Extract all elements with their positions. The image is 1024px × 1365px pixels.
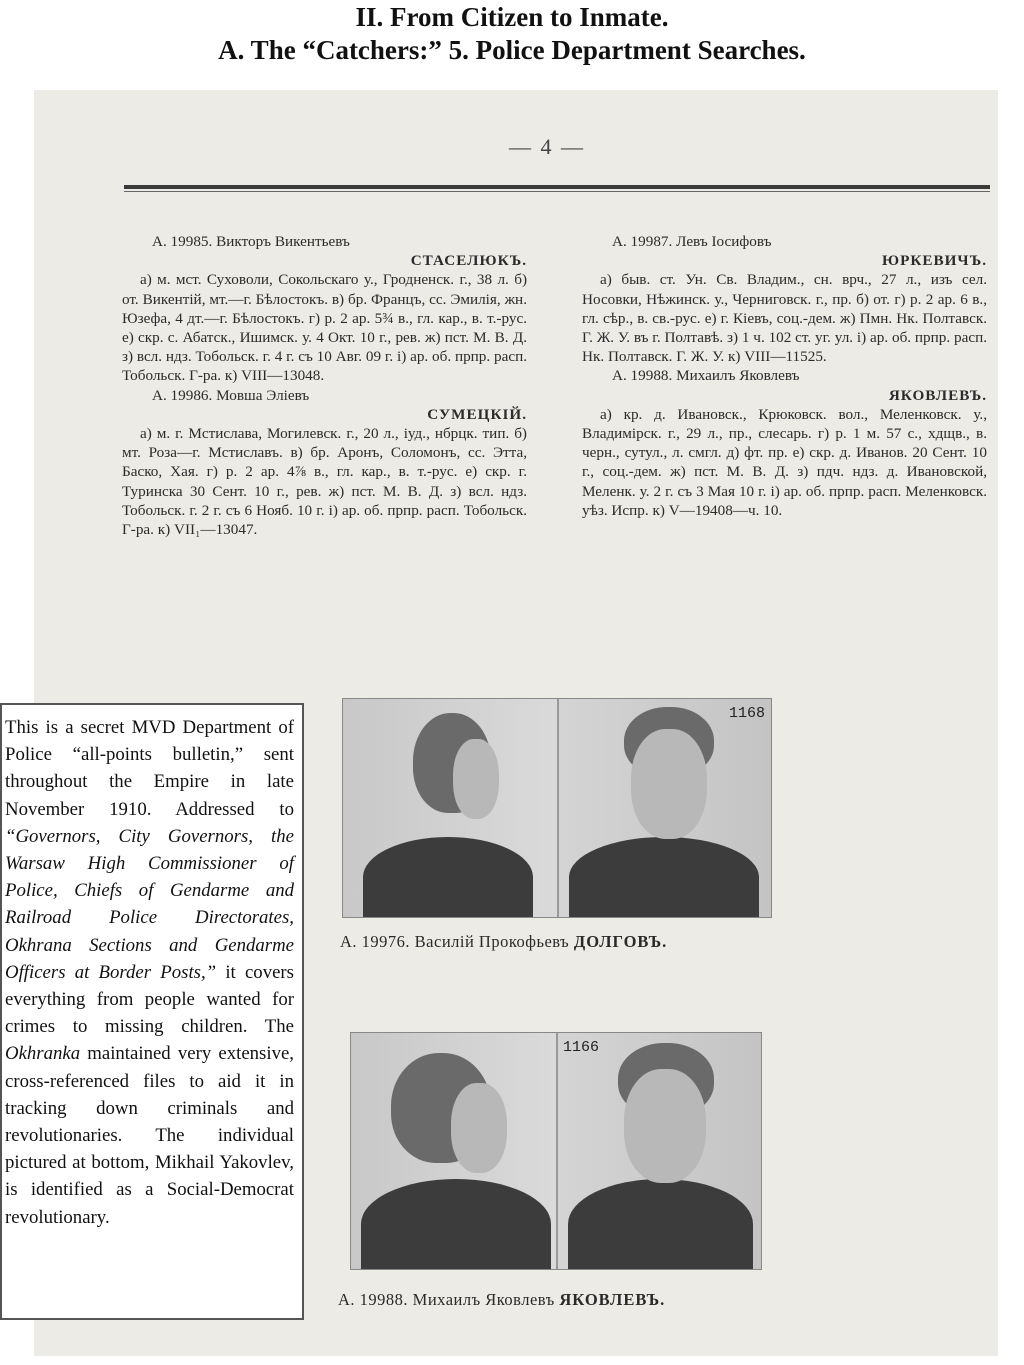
entry-heading: А. 19987. Левъ Іосифовъ	[612, 233, 772, 250]
note-text-part: it covers everything from people wanted for crimes to missing children. The	[5, 961, 294, 1038]
note-text-italic: Okhranka	[5, 1043, 81, 1065]
entry-body: а) м. г. Мстислава, Могилевск. г., 20 л., іуд., нбрцк. тип. б) мт. Роза—г. Мстиславъ. в) бр. Аронъ, Соломонъ, сс. Этта, Баско, Хая. г) р. 2 ар. 4⅞ в., гл. кар., в. т.-рус. е) скр. г. Туринска 30 Сент. 10 г., рев. ж) пст. М. В. Д. з) всл. ндз. Тобольск. г. 2 г. съ 6 Нояб. 10 г. і) ар. об. прпр. расп. Тобольск. Г-ра. к) VII₁—13047.	[122, 425, 527, 539]
left-column	[122, 232, 527, 539]
explanatory-note-box	[0, 703, 304, 1320]
frontal-view	[557, 699, 771, 917]
entry-surname: ЯКОВЛЕВЪ.	[888, 386, 987, 404]
right-column	[582, 232, 987, 520]
photo-caption	[338, 1290, 665, 1310]
note-text-italic: “Governors, City Governors, the Warsaw High Commissioner of Police, Chiefs of Gendarme and Railroad Police Directorates, Okhrana Sections and Gendarme Officers at Border Posts,”	[5, 825, 294, 983]
page-title-line1: II. From Citizen to Inmate.	[355, 2, 669, 32]
entry-body: а) быв. ст. Ун. Св. Владим., сн. врч., 27 л., изъ сел. Носовки, Нѣжинск. у., Черниговск. г., пр. б) от. г) р. 2 ар. 6 в., гл. сѣр., в. св.-рус. е) г. Кіевъ, соц.-дем. ж) Пмн. Нк. Полтавск. Г. Ж. У. въ г. Полтавѣ. з) 1 ч. 102 ст. уг. ул. і) ар. об. прпр. расп. Нк. Полтавск. Г. Ж. У. к) VIII—11525.	[582, 271, 987, 366]
page-title-line2: A. The “Catchers:” 5. Police Department Searches.	[218, 35, 806, 65]
entry-surname: СТАСЕЛЮКЪ.	[410, 252, 527, 270]
caption-surname: ЯКОВЛЕВЪ.	[559, 1290, 666, 1309]
entry-body: а) кр. д. Ивановск., Крюковск. вол., Меленковск. у., Владимірск. г., 29 л., пр., слесарь. г) р. 1 м. 57 с., хдщв., в. черн., сутул., л. смгл. д) фт. пр. е) скр. д. Иванов. 20 Сент. 10 г., соц.-дем. ж) пст. М. В. Д. з) пдч. ндз. д. Ивановской, Меленк. у. 2 г. съ 3 Мая 10 г. і) ар. об. прпр. расп. Меленковск. уѣз. Испр. к) V—19408—ч. 10.	[582, 405, 987, 519]
caption-surname: ДОЛГОВЪ.	[573, 932, 668, 951]
photo-caption	[340, 932, 667, 952]
photo-number: 1168	[728, 705, 765, 722]
entry-body: а) м. мст. Суховоли, Сокольскаго у., Гродненск. г., 38 л. б) от. Викентій, мт.—г. Бѣлостокъ. в) бр. Францъ, сс. Эмилія, жн. Юзефа, 4 дт.—г. Бѣлостокъ. г) р. 2 ар. 5¾ в., гл. кар., в. т.-рус. е) скр. с. Абатск., Ишимск. у. 4 Окт. 10 г., рев. ж) пст. М. В. Д. з) всл. ндз. Тобольск. г. 4 г. съ 10 Авг. 09 г. і) ар. об. прпр. расп. Тобольск. Г-ра. к) VIII—13048.	[122, 271, 527, 385]
caption-text: А. 19976. Василій Прокофьевъ	[340, 932, 570, 951]
mugshot-photo-dolgov	[342, 698, 772, 918]
scan-page-number: — 4 —	[509, 134, 585, 159]
profile-view	[351, 1033, 556, 1269]
note-text-part: This is a secret MVD Department of Police “all-points bulletin,” sent throughout the Empire in late November 1910. Addressed to	[5, 717, 294, 820]
entry-heading: А. 19986. Мовша Эліевъ	[152, 386, 310, 404]
frontal-view	[556, 1033, 761, 1269]
photo-number: 1166	[563, 1039, 600, 1056]
header-rule-thin	[124, 191, 990, 192]
caption-text: А. 19988. Михаилъ Яковлевъ	[338, 1290, 555, 1309]
note-text-part: maintained very extensive, cross-referenced files to aid it in tracking down criminals and revolutionaries. The individual pictured at bottom, Mikhail Yakovlev, is identified as a Social-Democrat revolutionary.	[5, 1043, 294, 1228]
entry-heading: А. 19988. Михаилъ Яковлевъ	[612, 367, 800, 385]
entry-surname: СУМЕЦКІЙ.	[427, 405, 527, 423]
profile-view	[343, 699, 557, 917]
entry-surname: ЮРКЕВИЧЪ.	[881, 252, 987, 270]
entry-heading: А. 19985. Викторъ Викентьевъ	[152, 233, 350, 250]
mugshot-photo-yakovlev	[350, 1032, 762, 1270]
header-rule	[124, 185, 990, 189]
note-text	[5, 714, 294, 1231]
